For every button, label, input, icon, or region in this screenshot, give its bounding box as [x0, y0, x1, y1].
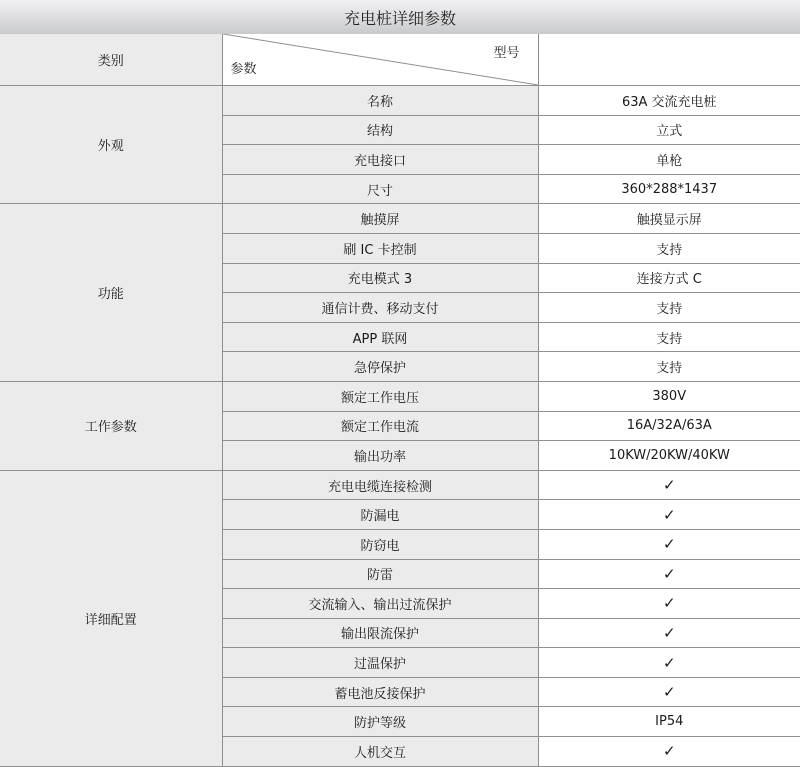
- param-cell: 结构: [222, 115, 538, 145]
- category-cell: 工作参数: [0, 381, 222, 470]
- value-cell: 360*288*1437: [538, 174, 800, 204]
- param-cell: 充电模式 3: [222, 263, 538, 293]
- value-cell: 支持: [538, 322, 800, 352]
- param-cell: APP 联网: [222, 322, 538, 352]
- param-model-header: [222, 34, 538, 86]
- value-cell: 支持: [538, 233, 800, 263]
- check-icon: ✓: [538, 559, 800, 589]
- check-icon: ✓: [538, 677, 800, 707]
- check-icon: ✓: [538, 589, 800, 619]
- category-cell: 外观: [0, 86, 222, 204]
- check-icon: ✓: [538, 500, 800, 530]
- param-cell: 交流输入、输出过流保护: [222, 589, 538, 619]
- diagonal-divider: [223, 34, 538, 85]
- header-row: [0, 34, 800, 86]
- param-cell: 蓄电池反接保护: [222, 677, 538, 707]
- value-cell: 16A/32A/63A: [538, 411, 800, 441]
- check-icon: ✓: [538, 529, 800, 559]
- param-cell: 充电接口: [222, 145, 538, 175]
- table-row: [0, 381, 800, 411]
- category-cell: 功能: [0, 204, 222, 382]
- value-cell: 支持: [538, 352, 800, 382]
- table-row: [0, 470, 800, 500]
- param-cell: 额定工作电流: [222, 411, 538, 441]
- category-header: 类别: [0, 34, 222, 86]
- value-cell: 10KW/20KW/40KW: [538, 441, 800, 471]
- check-icon: ✓: [538, 648, 800, 678]
- param-cell: 通信计费、移动支付: [222, 293, 538, 323]
- param-cell: 防护等级: [222, 707, 538, 737]
- value-cell: 连接方式 C: [538, 263, 800, 293]
- table-title: 充电桩详细参数: [0, 0, 800, 35]
- param-cell: 刷 IC 卡控制: [222, 233, 538, 263]
- table-row: [0, 204, 800, 234]
- check-icon: ✓: [538, 470, 800, 500]
- check-icon: ✓: [538, 737, 800, 767]
- param-cell: 充电电缆连接检测: [222, 470, 538, 500]
- spec-table: [0, 34, 800, 767]
- value-cell: 立式: [538, 115, 800, 145]
- table-row: [0, 86, 800, 116]
- value-cell: 63A 交流充电桩: [538, 86, 800, 116]
- param-cell: 触摸屏: [222, 204, 538, 234]
- value-cell: 380V: [538, 381, 800, 411]
- param-cell: 尺寸: [222, 174, 538, 204]
- check-icon: ✓: [538, 618, 800, 648]
- model-label: 型号: [493, 46, 520, 61]
- param-cell: 输出限流保护: [222, 618, 538, 648]
- value-cell: 单枪: [538, 145, 800, 175]
- param-cell: 输出功率: [222, 441, 538, 471]
- param-cell: 名称: [222, 86, 538, 116]
- value-header: [538, 34, 800, 86]
- param-label: 参数: [230, 62, 257, 77]
- category-cell: 详细配置: [0, 470, 222, 766]
- param-cell: 防雷: [222, 559, 538, 589]
- value-cell: IP54: [538, 707, 800, 737]
- param-cell: 额定工作电压: [222, 381, 538, 411]
- value-cell: 支持: [538, 293, 800, 323]
- param-cell: 人机交互: [222, 737, 538, 767]
- param-cell: 防漏电: [222, 500, 538, 530]
- param-cell: 过温保护: [222, 648, 538, 678]
- value-cell: 触摸显示屏: [538, 204, 800, 234]
- param-cell: 急停保护: [222, 352, 538, 382]
- param-cell: 防窃电: [222, 529, 538, 559]
